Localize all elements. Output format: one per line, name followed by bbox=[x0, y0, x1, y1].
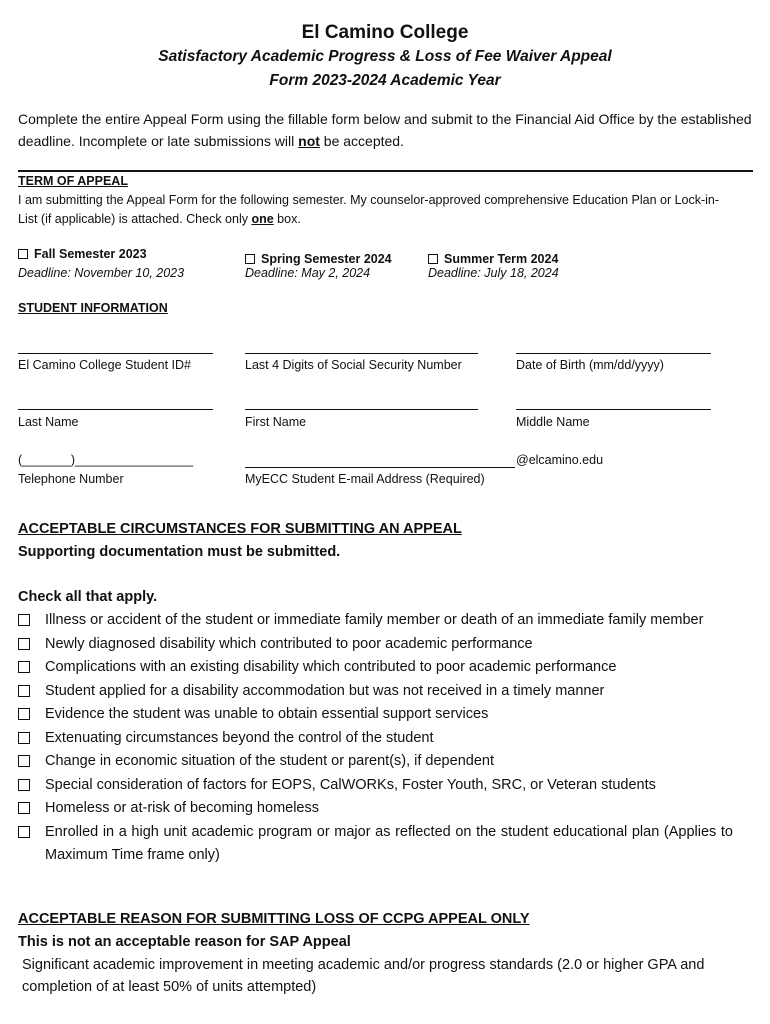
circumstance-text: Complications with an existing disability which contributed to poor academic performance bbox=[45, 659, 617, 675]
circumstance-checkbox[interactable] bbox=[18, 685, 30, 697]
spring-2024-option[interactable] bbox=[245, 252, 392, 266]
list-item[interactable] bbox=[18, 750, 733, 774]
circumstance-checkbox[interactable] bbox=[18, 755, 30, 767]
ccpg-subheading: This is not an acceptable reason for SAP Appeal bbox=[18, 934, 351, 950]
circumstance-text: Change in economic situation of the student or parent(s), if dependent bbox=[45, 753, 494, 769]
circumstance-checkbox[interactable] bbox=[18, 826, 30, 838]
summer-2024-label: Summer Term 2024 bbox=[444, 252, 559, 266]
term-emphasis: one bbox=[251, 212, 274, 226]
list-item[interactable] bbox=[18, 774, 733, 798]
email-input[interactable] bbox=[245, 467, 515, 468]
check-all-label: Check all that apply. bbox=[18, 589, 158, 605]
circumstances-subheading: Supporting documentation must be submitted. bbox=[18, 544, 341, 560]
circumstance-text: Student applied for a disability accommodation but was not received in a timely manner bbox=[45, 682, 605, 699]
first-name-input[interactable] bbox=[245, 409, 478, 410]
middle-name-label: Middle Name bbox=[516, 415, 590, 429]
circumstances-list bbox=[18, 609, 733, 868]
circumstance-checkbox[interactable] bbox=[18, 661, 30, 673]
circumstance-text: Enrolled in a high unit academic program or major as reflected on the student educational plan (Applies to Maximum Time frame only) bbox=[45, 823, 733, 863]
student-id-label: El Camino College Student ID# bbox=[18, 358, 192, 372]
term-instructions bbox=[18, 191, 738, 229]
circumstance-checkbox[interactable] bbox=[18, 802, 30, 814]
circumstance-text: Special consideration of factors for EOPS, CalWORKs, Foster Youth, SRC, or Veteran students bbox=[45, 776, 656, 793]
circumstances-heading: ACCEPTABLE CIRCUMSTANCES FOR SUBMITTING AN APPEAL bbox=[18, 521, 462, 537]
ccpg-heading: ACCEPTABLE REASON FOR SUBMITTING LOSS OF CCPG APPEAL ONLY bbox=[18, 911, 530, 927]
circumstance-text: Extenuating circumstances beyond the control of the student bbox=[45, 729, 434, 746]
term-text-end: box. bbox=[273, 212, 301, 226]
term-text: I am submitting the Appeal Form for the following semester. My counselor-approved comprehensive Education Plan or Lock-in-List (if applicable) is attached. Check only bbox=[18, 193, 720, 226]
list-item[interactable] bbox=[18, 703, 733, 727]
phone-input[interactable]: (_______)_________________ bbox=[18, 453, 194, 467]
student-info-heading: STUDENT INFORMATION bbox=[18, 301, 168, 315]
circumstance-text: Homeless or at-risk of becoming homeless bbox=[45, 800, 319, 816]
intro-paragraph bbox=[18, 108, 753, 152]
dob-label: Date of Birth (mm/dd/yyyy) bbox=[516, 358, 664, 372]
fall-2023-label: Fall Semester 2023 bbox=[34, 247, 147, 261]
first-name-label: First Name bbox=[245, 415, 307, 429]
ccpg-reason-text: Significant academic improvement in meeting academic and/or progress standards (2.0 or higher GPA and completion of at least 50% of units attempted) bbox=[22, 957, 705, 995]
phone-label: Telephone Number bbox=[18, 472, 124, 486]
list-item[interactable] bbox=[18, 609, 733, 633]
circumstance-checkbox[interactable] bbox=[18, 614, 30, 626]
circumstance-text: Illness or accident of the student or immediate family member or death of an immediate family member bbox=[45, 612, 704, 628]
spring-2024-deadline: Deadline: May 2, 2024 bbox=[245, 266, 371, 280]
summer-2024-deadline: Deadline: July 18, 2024 bbox=[428, 266, 559, 280]
list-item[interactable] bbox=[18, 727, 733, 751]
college-title: El Camino College bbox=[301, 22, 469, 43]
summer-2024-checkbox[interactable] bbox=[428, 254, 438, 264]
ssn-label: Last 4 Digits of Social Security Number bbox=[245, 358, 462, 372]
intro-text-end: be accepted. bbox=[319, 133, 404, 149]
list-item[interactable] bbox=[18, 633, 733, 657]
list-item[interactable] bbox=[18, 821, 733, 868]
dob-input[interactable] bbox=[516, 353, 711, 354]
spring-2024-checkbox[interactable] bbox=[245, 254, 255, 264]
fall-2023-option[interactable] bbox=[18, 247, 147, 261]
divider bbox=[18, 170, 753, 172]
intro-emphasis: not bbox=[298, 133, 320, 149]
fall-2023-deadline: Deadline: November 10, 2023 bbox=[18, 266, 185, 280]
circumstance-checkbox[interactable] bbox=[18, 779, 30, 791]
list-item[interactable] bbox=[18, 656, 733, 680]
circumstance-checkbox[interactable] bbox=[18, 732, 30, 744]
email-label: MyECC Student E-mail Address (Required) bbox=[245, 472, 485, 486]
form-subtitle: Satisfactory Academic Progress & Loss of Fee Waiver Appeal bbox=[158, 48, 612, 65]
list-item[interactable] bbox=[18, 680, 733, 704]
last-name-label: Last Name bbox=[18, 415, 79, 429]
summer-2024-option[interactable] bbox=[428, 252, 558, 266]
circumstance-text: Evidence the student was unable to obtain essential support services bbox=[45, 706, 489, 722]
student-id-input[interactable] bbox=[18, 353, 213, 354]
term-heading: TERM OF APPEAL bbox=[18, 174, 128, 188]
spring-2024-label: Spring Semester 2024 bbox=[261, 252, 392, 266]
circumstance-checkbox[interactable] bbox=[18, 638, 30, 650]
form-year: Form 2023-2024 Academic Year bbox=[269, 72, 501, 89]
circumstance-text: Newly diagnosed disability which contributed to poor academic performance bbox=[45, 635, 533, 652]
last-name-input[interactable] bbox=[18, 409, 213, 410]
ssn-input[interactable] bbox=[245, 353, 478, 354]
middle-name-input[interactable] bbox=[516, 409, 711, 410]
list-item[interactable] bbox=[18, 797, 733, 821]
email-domain: @elcamino.edu bbox=[516, 453, 604, 467]
circumstance-checkbox[interactable] bbox=[18, 708, 30, 720]
fall-2023-checkbox[interactable] bbox=[18, 249, 28, 259]
intro-text: Complete the entire Appeal Form using the fillable form below and submit to the Financial Aid Office by the established deadline. Incomplete or late submissions will bbox=[18, 111, 752, 149]
